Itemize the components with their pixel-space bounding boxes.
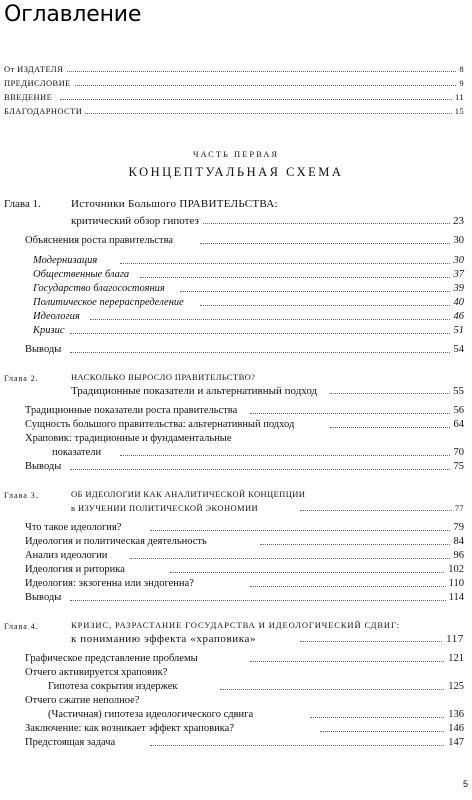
toc-entry[interactable] bbox=[0, 591, 472, 605]
toc-entry[interactable] bbox=[0, 446, 472, 460]
toc-entry[interactable] bbox=[0, 282, 472, 296]
entry-label: Модернизация bbox=[33, 254, 100, 268]
entry-label: БЛАГОДАРНОСТИ bbox=[4, 104, 85, 118]
entry-page: 8 bbox=[456, 62, 464, 76]
dot-leader bbox=[140, 277, 458, 278]
dot-leader bbox=[320, 731, 458, 732]
entry-label: Выводы bbox=[25, 591, 64, 605]
dot-leader bbox=[200, 223, 458, 224]
entry-page: 54 bbox=[451, 343, 465, 357]
dot-leader bbox=[250, 413, 458, 414]
toc-entry[interactable] bbox=[0, 666, 472, 680]
entry-page: 64 bbox=[451, 418, 465, 432]
entry-label: Выводы bbox=[25, 460, 64, 474]
entry-label: в ИЗУЧЕНИИ ПОЛИТИЧЕСКОЙ ЭКОНОМИИ bbox=[71, 501, 261, 515]
entry-page: 15 bbox=[452, 104, 464, 118]
entry-page: 147 bbox=[445, 736, 464, 750]
toc-entry[interactable] bbox=[0, 708, 472, 722]
chapter-label: Глава 2. bbox=[4, 374, 39, 383]
toc-entry[interactable] bbox=[0, 418, 472, 432]
toc-entry[interactable] bbox=[0, 563, 472, 577]
entry-page: 77 bbox=[452, 501, 464, 515]
entry-page: 117 bbox=[443, 632, 464, 646]
toc-entry[interactable] bbox=[0, 722, 472, 736]
dot-leader bbox=[90, 319, 458, 320]
dot-leader bbox=[200, 305, 458, 306]
toc-entry[interactable] bbox=[0, 76, 472, 90]
chapter-title-line[interactable] bbox=[0, 384, 472, 398]
toc-entry[interactable] bbox=[0, 460, 472, 474]
page-number: 5 bbox=[462, 779, 468, 789]
toc-entry[interactable] bbox=[0, 432, 472, 446]
entry-label: Идеология: экзогенна или эндогенна? bbox=[25, 577, 197, 591]
entry-page: 70 bbox=[451, 446, 465, 460]
dot-leader bbox=[250, 586, 458, 587]
entry-page: 136 bbox=[445, 708, 464, 722]
dot-leader bbox=[70, 333, 458, 334]
chapter-title: ОБ ИДЕОЛОГИИ КАК АНАЛИТИЧЕСКОЙ КОНЦЕПЦИИ bbox=[71, 489, 306, 499]
page-title: Оглавление bbox=[4, 2, 142, 27]
entry-label: Заключение: как возникает эффект храповика? bbox=[25, 722, 237, 736]
entry-label: Выводы bbox=[25, 343, 64, 357]
dot-leader bbox=[180, 291, 458, 292]
toc-entry[interactable] bbox=[0, 90, 472, 104]
entry-label: Предстоящая задача bbox=[25, 736, 118, 750]
chapter-title: КРИЗИС, РАЗРАСТАНИЕ ГОСУДАРСТВА И ИДЕОЛОГИЧЕСКИЙ СДВИГ: bbox=[71, 620, 401, 630]
toc-entry[interactable] bbox=[0, 521, 472, 535]
entry-label: Гипотеза сокрытия издержек bbox=[48, 680, 181, 694]
dot-leader bbox=[220, 689, 458, 690]
entry-label: Политическое перераспределение bbox=[33, 296, 187, 310]
entry-page: 40 bbox=[451, 296, 465, 310]
dot-leader bbox=[120, 455, 458, 456]
entry-page: 51 bbox=[451, 324, 465, 338]
entry-label: Храповик: традиционные и фундаментальные bbox=[25, 432, 235, 446]
dot-leader bbox=[200, 243, 458, 244]
dot-leader bbox=[170, 572, 458, 573]
toc-entry[interactable] bbox=[0, 104, 472, 118]
toc-entry[interactable] bbox=[0, 404, 472, 418]
toc-entry[interactable] bbox=[0, 234, 472, 248]
entry-label: Идеология и риторика bbox=[25, 563, 128, 577]
entry-label: Что такое идеология? bbox=[25, 521, 124, 535]
part-label: ЧАСТЬ ПЕРВАЯ bbox=[192, 149, 280, 159]
dot-leader bbox=[260, 544, 458, 545]
toc-entry[interactable] bbox=[0, 577, 472, 591]
chapter-title: Источники Большого ПРАВИТЕЛЬСТВА: bbox=[71, 198, 278, 210]
entry-page: 121 bbox=[445, 652, 464, 666]
chapter-title: НАСКОЛЬКО ВЫРОСЛО ПРАВИТЕЛЬСТВО? bbox=[71, 372, 256, 382]
toc-entry[interactable] bbox=[0, 324, 472, 338]
entry-label: Общественные блага bbox=[33, 268, 132, 282]
entry-page: 9 bbox=[456, 76, 464, 90]
entry-page: 11 bbox=[452, 90, 464, 104]
entry-label: Сущность большого правительства: альтернативный подход bbox=[25, 418, 297, 432]
entry-page: 55 bbox=[450, 384, 464, 398]
entry-page: 56 bbox=[451, 404, 465, 418]
entry-page: 110 bbox=[446, 577, 464, 591]
dot-leader bbox=[60, 71, 458, 72]
toc-entry[interactable] bbox=[0, 62, 472, 76]
part-title: КОНЦЕПТУАЛЬНАЯ СХЕМА bbox=[128, 165, 344, 179]
entry-label: Объяснения роста правительства bbox=[25, 234, 176, 248]
entry-label: (Частичная) гипотеза идеологического сдвига bbox=[48, 708, 256, 722]
dot-leader bbox=[300, 641, 458, 642]
chapter-label: Глава 1. bbox=[4, 198, 41, 210]
toc-entry[interactable] bbox=[0, 694, 472, 708]
entry-page: 125 bbox=[445, 680, 464, 694]
entry-page: 96 bbox=[451, 549, 465, 563]
entry-label: Традиционные показатели роста правительства bbox=[25, 404, 240, 418]
dot-leader bbox=[60, 113, 458, 114]
entry-label: Государство благосостояния bbox=[33, 282, 168, 296]
dot-leader bbox=[330, 427, 458, 428]
dot-leader bbox=[150, 745, 458, 746]
entry-label: критический обзор гипотез bbox=[71, 214, 202, 228]
dot-leader bbox=[330, 393, 458, 394]
toc-entry[interactable] bbox=[0, 254, 472, 268]
toc-entry[interactable] bbox=[0, 296, 472, 310]
entry-label: к пониманию эффекта «храповика» bbox=[71, 632, 259, 646]
dot-leader bbox=[150, 530, 458, 531]
dot-leader bbox=[70, 352, 458, 353]
chapter-title-line[interactable] bbox=[0, 214, 472, 228]
dot-leader bbox=[310, 717, 458, 718]
entry-page: 37 bbox=[451, 268, 465, 282]
toc-entry[interactable] bbox=[0, 310, 472, 324]
entry-label: Традиционные показатели и альтернативный подход bbox=[71, 384, 320, 398]
entry-page: 84 bbox=[451, 535, 465, 549]
chapter-label: Глава 3. bbox=[4, 491, 39, 500]
entry-page: 102 bbox=[445, 563, 464, 577]
entry-page: 30 bbox=[451, 254, 465, 268]
toc-entry[interactable] bbox=[0, 343, 472, 357]
chapter-title-line[interactable] bbox=[0, 501, 472, 515]
toc-entry[interactable] bbox=[0, 535, 472, 549]
entry-label: Кризис bbox=[33, 324, 67, 338]
dot-leader bbox=[70, 469, 458, 470]
entry-page: 39 bbox=[451, 282, 465, 296]
entry-page: 114 bbox=[446, 591, 464, 605]
entry-label: Анализ идеологии bbox=[25, 549, 110, 563]
dot-leader bbox=[70, 600, 458, 601]
entry-label: Идеология и политическая деятельность bbox=[25, 535, 210, 549]
entry-label: ПРЕДИСЛОВИЕ bbox=[4, 76, 74, 90]
entry-page: 46 bbox=[451, 310, 465, 324]
dot-leader bbox=[120, 263, 458, 264]
entry-label: Отчего активируется храповик? bbox=[25, 666, 170, 680]
chapter-title-line[interactable] bbox=[0, 632, 472, 646]
toc-entry[interactable] bbox=[0, 652, 472, 666]
chapter-label: Глава 4. bbox=[4, 622, 39, 631]
dot-leader bbox=[60, 85, 458, 86]
toc-entry[interactable] bbox=[0, 268, 472, 282]
dot-leader bbox=[60, 99, 458, 100]
entry-page: 30 bbox=[451, 234, 465, 248]
dot-leader bbox=[130, 558, 458, 559]
dot-leader bbox=[300, 510, 458, 511]
entry-label: показатели bbox=[52, 446, 104, 460]
entry-label: От ИЗДАТЕЛЯ bbox=[4, 62, 66, 76]
dot-leader bbox=[250, 661, 458, 662]
entry-page: 146 bbox=[445, 722, 464, 736]
entry-label: ВВЕДЕНИЕ bbox=[4, 90, 55, 104]
entry-page: 75 bbox=[451, 460, 465, 474]
entry-label: Графическое представление проблемы bbox=[25, 652, 201, 666]
entry-page: 23 bbox=[450, 214, 464, 228]
toc-entry[interactable] bbox=[0, 736, 472, 750]
entry-label: Идеология bbox=[33, 310, 83, 324]
toc-entry[interactable] bbox=[0, 549, 472, 563]
entry-label: Отчего сжатие неполное? bbox=[25, 694, 142, 708]
toc-entry[interactable] bbox=[0, 680, 472, 694]
entry-page: 79 bbox=[451, 521, 465, 535]
